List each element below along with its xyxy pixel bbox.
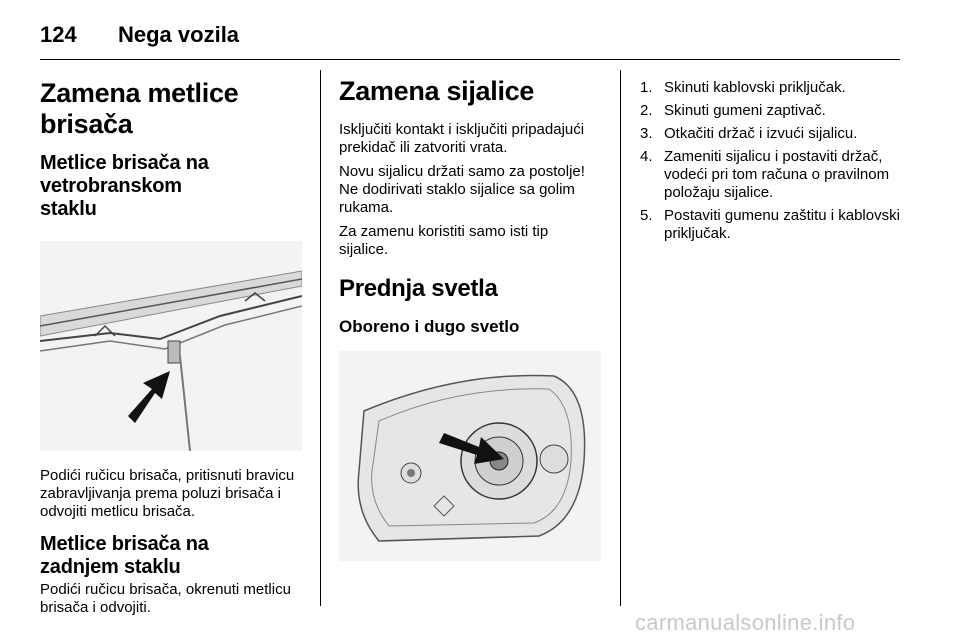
step-item: 5. Postaviti gumenu zaštitu i kablovski priključak.	[640, 207, 900, 242]
step-item: 3. Otkačiti držač i izvući sijalicu.	[640, 125, 858, 142]
column-steps	[640, 70, 908, 248]
section-heading-wiper: Zamena metlice brisača	[40, 78, 239, 139]
subheading-windscreen-wiper: Metlice brisača na vetrobranskom staklu	[40, 152, 209, 220]
header-divider	[40, 59, 900, 60]
subheading-rear-wiper: Metlice brisača na zadnjem staklu	[40, 533, 209, 578]
column-bulb	[339, 70, 604, 561]
section-heading-bulb: Zamena sijalice	[339, 76, 535, 106]
bulb-replacement-steps	[640, 79, 908, 243]
step-item: 4. Zameniti sijalicu i postaviti držač, vodeći pri tom računa o pravilnom položaju sijalice.	[640, 148, 890, 201]
wiper-rear-instructions: Podići ručicu brisača, okrenuti metlicu brisača i odvojiti.	[40, 581, 291, 616]
column-divider-2	[620, 70, 621, 606]
step-item: 2. Skinuti gumeni zaptivač.	[640, 102, 826, 119]
watermark: carmanualsonline.info	[635, 610, 856, 635]
column-wiper	[40, 70, 305, 617]
headlight-illustration	[339, 351, 601, 561]
page-title: Nega vozila	[118, 22, 240, 47]
wiper-illustration	[40, 241, 302, 451]
bulb-para-type: Za zamenu koristiti samo isti tip sijalice.	[339, 223, 549, 258]
subheading-low-high-beam: Oboreno i dugo svetlo	[339, 317, 520, 336]
section-heading-headlights: Prednja svetla	[339, 275, 498, 302]
column-divider-1	[320, 70, 321, 606]
bulb-para-handling: Novu sijalicu držati samo za postolje! Ne dodirivati staklo sijalice sa golim rukama.	[339, 163, 585, 216]
step-item: 1. Skinuti kablovski priključak.	[640, 79, 846, 96]
wiper-windscreen-instructions: Podići ručicu brisača, pritisnuti bravicu zabravljivanja prema poluzi brisača i odvojiti metlicu brisača.	[40, 467, 295, 520]
bulb-para-ignition: Isključiti kontakt i isključiti pripadajući prekidač ili zatvoriti vrata.	[339, 121, 585, 156]
page-header	[40, 14, 920, 54]
page-number: 124	[40, 22, 77, 47]
